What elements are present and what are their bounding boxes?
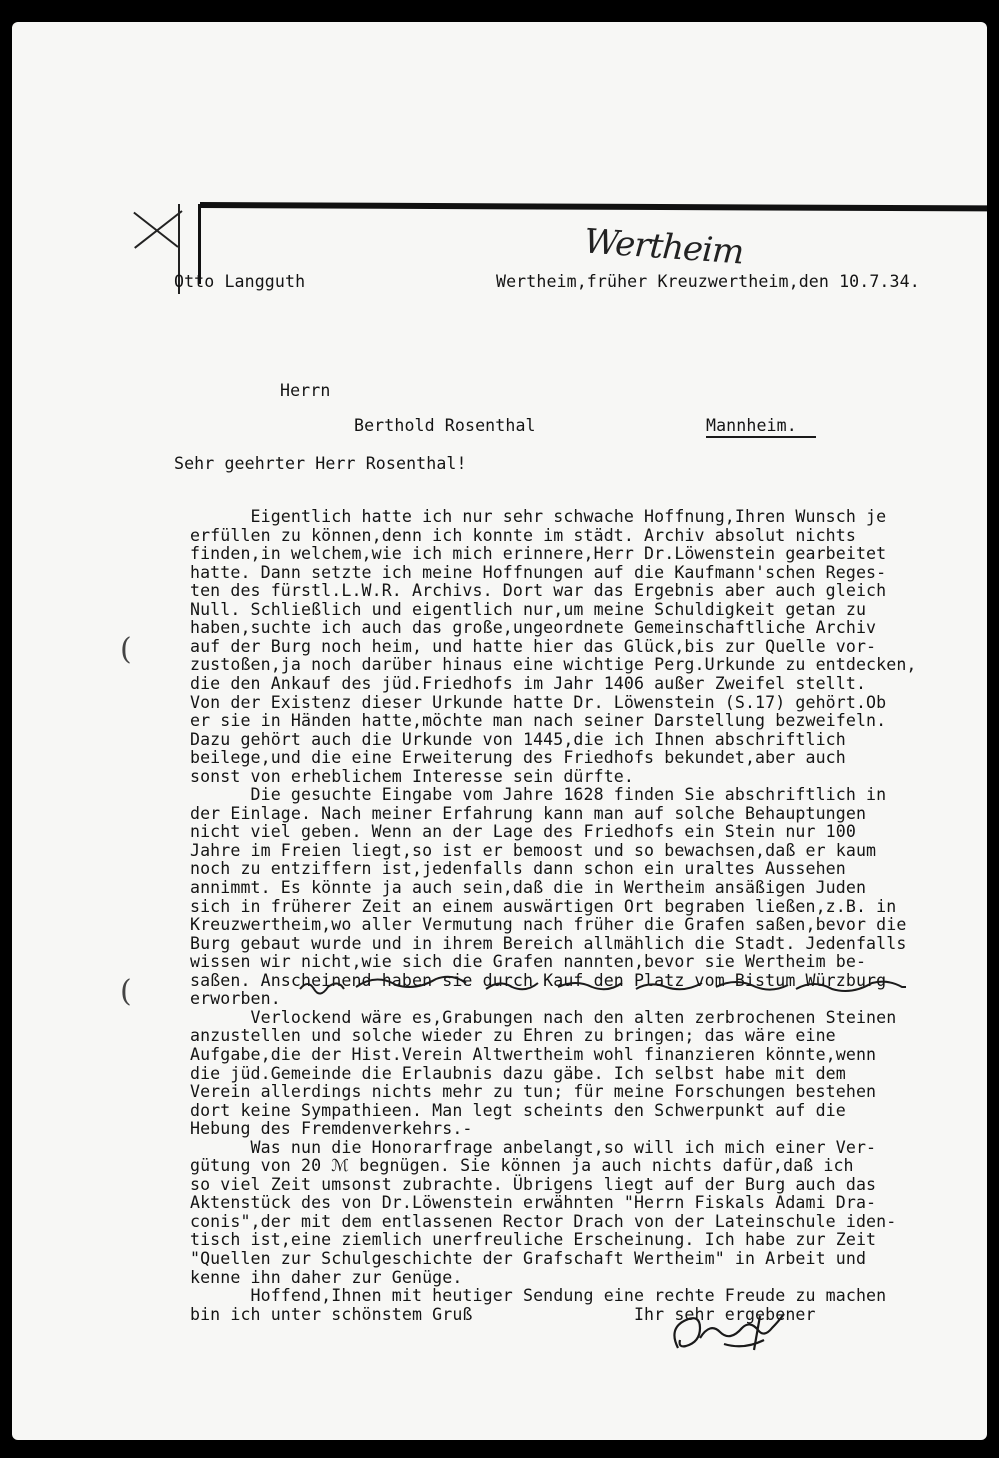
body-line: er sie in Händen hatte,möchte man nach seiner Darstellung bezweifeln. — [190, 711, 887, 731]
body-line: die jüd.Gemeinde die Erlaubnis dazu gäbe. Ich selbst habe mit dem — [190, 1063, 846, 1083]
body-line: sonst von erheblichem Interesse sein dürfte. — [190, 766, 634, 786]
body-line: nicht viel geben. Wenn an der Lage des Friedhofs ein Stein nur 100 — [190, 822, 856, 842]
body-line: Kreuzwertheim,wo aller Vermutung nach früher die Grafen saßen,bevor die — [190, 915, 907, 935]
body-line: kenne ihn daher zur Genüge. — [190, 1267, 463, 1287]
handwritten-insertion — [296, 975, 916, 997]
body-line: bin ich unter schönstem Gruß Ihr sehr ergebener — [190, 1304, 816, 1324]
body-line: Null. Schließlich und eigentlich nur,um meine Schuldigkeit getan zu — [190, 599, 867, 619]
greeting: Sehr geehrter Herr Rosenthal! — [174, 454, 467, 473]
body-line: dort keine Sympathieen. Man legt scheints den Schwerpunkt auf die — [190, 1100, 846, 1120]
place-and-date: Wertheim,früher Kreuzwertheim,den 10.7.34. — [496, 272, 920, 291]
body-line: haben,suchte ich auch das große,ungeordnete Gemeinschaftliche Archiv — [190, 618, 877, 638]
body-line: Die gesuchte Eingabe vom Jahre 1628 finden Sie abschriftlich in — [190, 785, 887, 805]
body-line: anzustellen und solche wieder zu Ehren zu bringen; das wäre eine — [190, 1026, 836, 1046]
body-line: so viel Zeit umsonst zubrachte. Übrigens liegt auf der Burg auch das — [190, 1174, 877, 1194]
body-line: Aktenstück des von Dr.Löwenstein erwähnten "Herrn Fiskals Adami Dra- — [190, 1193, 877, 1213]
body-line: Dazu gehört auch die Urkunde von 1445,die ich Ihnen abschriftlich — [190, 729, 846, 749]
body-line: die den Ankauf des jüd.Friedhofs im Jahr 1406 außer Zweifel stellt. — [190, 673, 867, 693]
body-line: erfüllen zu können,denn ich konnte im städt. Archiv absolut nichts — [190, 525, 856, 545]
body-line: Burg gebaut wurde und in ihrem Bereich allmählich die Stadt. Jedenfalls — [190, 933, 907, 953]
body-line: conis",der mit dem entlassenen Rector Drach von der Lateinschule iden- — [190, 1211, 897, 1231]
body-line: Hoffend,Ihnen mit heutiger Sendung eine rechte Freude zu machen — [190, 1286, 887, 1306]
paper-sheet — [12, 22, 987, 1440]
body-line: noch zu entziffern ist,jedenfalls dann schon ein uraltes Aussehen — [190, 859, 846, 879]
hole-punch-mark: ( — [120, 632, 132, 667]
body-line: sich in früherer Zeit an einem auswärtigen Ort begraben ließen,z.B. in — [190, 896, 897, 916]
recipient-name: Berthold Rosenthal — [354, 416, 536, 435]
body-line: Jahre im Freien liegt,so ist er bemoost und so bewachsen,daß er kaum — [190, 840, 877, 860]
body-line: annimmt. Es könnte ja auch sein,daß die in Wertheim ansäßigen Juden — [190, 878, 867, 897]
handwritten-signature — [664, 1308, 794, 1362]
body-line: Was nun die Honorarfrage anbelangt,so will ich mich einer Ver- — [190, 1137, 877, 1157]
body-line: Eigentlich hatte ich nur sehr schwache Hoffnung,Ihren Wunsch je — [190, 507, 887, 526]
body-line: finden,in welchem,wie ich mich erinnere,Herr Dr.Löwenstein gearbeitet — [190, 544, 887, 564]
body-line: Aufgabe,die der Hist.Verein Altwertheim wohl finanzieren könnte,wenn — [190, 1044, 877, 1064]
body-line: der Einlage. Nach meiner Erfahrung kann man auf solche Behauptungen — [190, 803, 867, 823]
body-line: saßen. Anscheinend haben sie durch Kauf den Platz vom Bistum Würzburg — [190, 970, 887, 990]
body-line: gütung von 20 ℳ begnügen. Sie können ja auch nichts dafür,daß ich — [190, 1156, 854, 1176]
salutation-title: Herrn — [280, 381, 331, 400]
body-line: Verlockend wäre es,Grabungen nach den alten zerbrochenen Steinen — [190, 1007, 897, 1027]
body-line: tisch ist,eine ziemlich unerfreuliche Erscheinung. Ich habe zur Zeit — [190, 1230, 877, 1250]
body-line: hatte. Dann setzte ich meine Hoffnungen auf die Kaufmann'schen Reges- — [190, 562, 887, 582]
body-line: erworben. — [190, 989, 281, 1009]
body-line: zustoßen,ja noch darüber hinaus eine wichtige Perg.Urkunde zu entdecken, — [190, 655, 917, 675]
body-line: ten des fürstl.L.W.R. Archivs. Dort war das Ergebnis aber auch gleich — [190, 581, 887, 601]
body-line: wissen wir nicht,wie sich die Grafen nannten,bevor sie Wertheim be- — [190, 952, 867, 972]
body-line: Von der Existenz dieser Urkunde hatte Dr. Löwenstein (S.17) gehört.Ob — [190, 692, 887, 712]
body-line: auf der Burg noch heim, und hatte hier das Glück,bis zur Quelle vor- — [190, 636, 877, 656]
handwritten-place-name: Wertheim — [582, 221, 745, 273]
hole-punch-mark: ( — [120, 974, 132, 1009]
body-line: Hebung des Fremdenverkehrs.- — [190, 1119, 473, 1139]
body-line: "Quellen zur Schulgeschichte der Grafschaft Wertheim" in Arbeit und — [190, 1249, 867, 1268]
body-line: beilege,und die eine Erweiterung des Friedhofs bekundet,aber auch — [190, 748, 846, 768]
scan-frame-top — [200, 202, 987, 211]
body-line: Verein allerdings nichts mehr zu tun; für meine Forschungen bestehen — [190, 1082, 877, 1102]
recipient-city-underline — [706, 436, 816, 438]
recipient-city: Mannheim. — [706, 416, 797, 435]
sender-name: Otto Langguth — [174, 272, 306, 291]
